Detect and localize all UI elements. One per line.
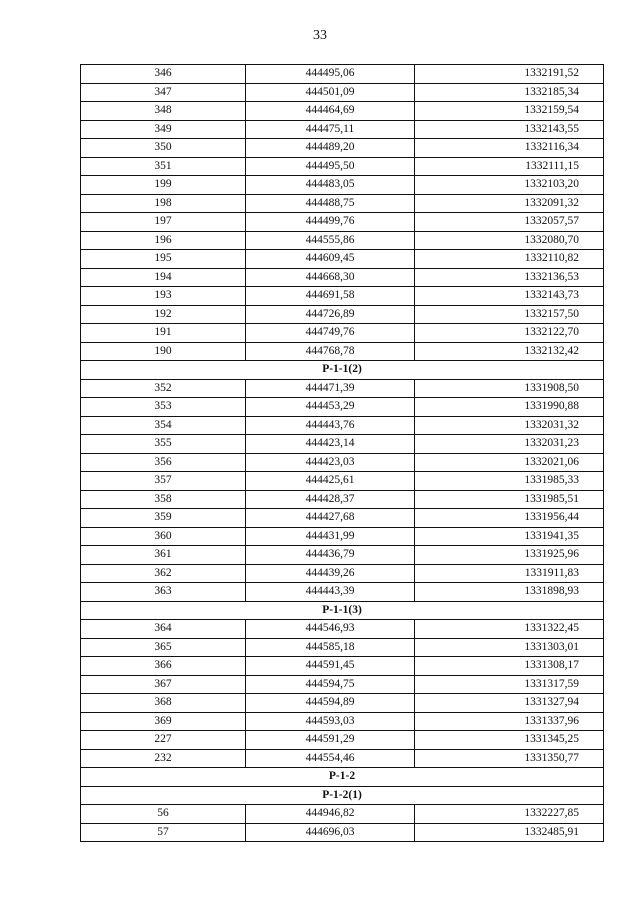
y-coordinate-cell: 1331908,50 <box>415 379 604 398</box>
point-number-cell: 354 <box>81 416 246 435</box>
table-row <box>81 546 604 565</box>
x-coordinate-cell: 444749,76 <box>246 324 415 343</box>
y-coordinate-cell: 1331985,51 <box>415 490 604 509</box>
y-coordinate-cell: 1332103,20 <box>415 176 604 195</box>
y-coordinate-cell: 1332143,55 <box>415 120 604 139</box>
x-coordinate-cell: 444591,29 <box>246 731 415 750</box>
point-number-cell: 351 <box>81 157 246 176</box>
table-row <box>81 157 604 176</box>
x-coordinate-cell: 444489,20 <box>246 139 415 158</box>
y-coordinate-cell: 1331985,33 <box>415 472 604 491</box>
x-coordinate-cell: 444495,50 <box>246 157 415 176</box>
point-number-cell: 355 <box>81 435 246 454</box>
table-row <box>81 657 604 676</box>
y-coordinate-cell: 1331327,94 <box>415 694 604 713</box>
table-row <box>81 65 604 84</box>
x-coordinate-cell: 444668,30 <box>246 268 415 287</box>
x-coordinate-cell: 444427,68 <box>246 509 415 528</box>
y-coordinate-cell: 1331308,17 <box>415 657 604 676</box>
x-coordinate-cell: 444475,11 <box>246 120 415 139</box>
y-coordinate-cell: 1331345,25 <box>415 731 604 750</box>
point-number-cell: 193 <box>81 287 246 306</box>
y-coordinate-cell: 1331350,77 <box>415 749 604 768</box>
point-number-cell: 199 <box>81 176 246 195</box>
table-row <box>81 324 604 343</box>
x-coordinate-cell: 444423,03 <box>246 453 415 472</box>
table-row <box>81 638 604 657</box>
table-row <box>81 453 604 472</box>
table-row <box>81 250 604 269</box>
x-coordinate-cell: 444946,82 <box>246 805 415 824</box>
table-row <box>81 694 604 713</box>
x-coordinate-cell: 444585,18 <box>246 638 415 657</box>
table-row <box>81 342 604 361</box>
x-coordinate-cell: 444726,89 <box>246 305 415 324</box>
y-coordinate-cell: 1331990,88 <box>415 398 604 417</box>
point-number-cell: 361 <box>81 546 246 565</box>
y-coordinate-cell: 1332227,85 <box>415 805 604 824</box>
x-coordinate-cell: 444594,75 <box>246 675 415 694</box>
table-row <box>81 268 604 287</box>
y-coordinate-cell: 1332091,32 <box>415 194 604 213</box>
x-coordinate-cell: 444488,75 <box>246 194 415 213</box>
y-coordinate-cell: 1332021,06 <box>415 453 604 472</box>
point-number-cell: 350 <box>81 139 246 158</box>
y-coordinate-cell: 1331303,01 <box>415 638 604 657</box>
section-label: Р-1-1(3) <box>81 601 604 620</box>
point-number-cell: 365 <box>81 638 246 657</box>
y-coordinate-cell: 1332185,34 <box>415 83 604 102</box>
point-number-cell: 347 <box>81 83 246 102</box>
table-row <box>81 194 604 213</box>
point-number-cell: 364 <box>81 620 246 639</box>
point-number-cell: 56 <box>81 805 246 824</box>
y-coordinate-cell: 1331941,35 <box>415 527 604 546</box>
table-row <box>81 564 604 583</box>
x-coordinate-cell: 444431,99 <box>246 527 415 546</box>
y-coordinate-cell: 1332159,54 <box>415 102 604 121</box>
x-coordinate-cell: 444546,93 <box>246 620 415 639</box>
x-coordinate-cell: 444696,03 <box>246 823 415 842</box>
point-number-cell: 367 <box>81 675 246 694</box>
x-coordinate-cell: 444453,29 <box>246 398 415 417</box>
y-coordinate-cell: 1331337,96 <box>415 712 604 731</box>
table-row <box>81 472 604 491</box>
table-row <box>81 83 604 102</box>
point-number-cell: 192 <box>81 305 246 324</box>
section-header-row <box>81 361 604 380</box>
x-coordinate-cell: 444436,79 <box>246 546 415 565</box>
section-header-row <box>81 786 604 805</box>
table-row <box>81 416 604 435</box>
table-row <box>81 583 604 602</box>
x-coordinate-cell: 444423,14 <box>246 435 415 454</box>
table-row <box>81 731 604 750</box>
y-coordinate-cell: 1332191,52 <box>415 65 604 84</box>
y-coordinate-cell: 1332057,57 <box>415 213 604 232</box>
y-coordinate-cell: 1331898,93 <box>415 583 604 602</box>
x-coordinate-cell: 444499,76 <box>246 213 415 232</box>
y-coordinate-cell: 1331911,83 <box>415 564 604 583</box>
section-label: Р-1-2 <box>81 768 604 787</box>
table-row <box>81 287 604 306</box>
point-number-cell: 198 <box>81 194 246 213</box>
table-row <box>81 435 604 454</box>
table-row <box>81 176 604 195</box>
table-row <box>81 379 604 398</box>
point-number-cell: 194 <box>81 268 246 287</box>
y-coordinate-cell: 1332110,82 <box>415 250 604 269</box>
point-number-cell: 352 <box>81 379 246 398</box>
point-number-cell: 197 <box>81 213 246 232</box>
point-number-cell: 196 <box>81 231 246 250</box>
table-row <box>81 509 604 528</box>
x-coordinate-cell: 444593,03 <box>246 712 415 731</box>
y-coordinate-cell: 1332132,42 <box>415 342 604 361</box>
point-number-cell: 357 <box>81 472 246 491</box>
x-coordinate-cell: 444483,05 <box>246 176 415 195</box>
table-row <box>81 712 604 731</box>
table-row <box>81 102 604 121</box>
table-row <box>81 620 604 639</box>
x-coordinate-cell: 444443,39 <box>246 583 415 602</box>
point-number-cell: 366 <box>81 657 246 676</box>
y-coordinate-cell: 1332031,32 <box>415 416 604 435</box>
point-number-cell: 353 <box>81 398 246 417</box>
section-header-row <box>81 601 604 620</box>
y-coordinate-cell: 1331956,44 <box>415 509 604 528</box>
table-row <box>81 139 604 158</box>
x-coordinate-cell: 444555,86 <box>246 231 415 250</box>
x-coordinate-cell: 444609,45 <box>246 250 415 269</box>
point-number-cell: 368 <box>81 694 246 713</box>
y-coordinate-cell: 1332136,53 <box>415 268 604 287</box>
point-number-cell: 358 <box>81 490 246 509</box>
x-coordinate-cell: 444443,76 <box>246 416 415 435</box>
point-number-cell: 349 <box>81 120 246 139</box>
point-number-cell: 369 <box>81 712 246 731</box>
point-number-cell: 363 <box>81 583 246 602</box>
x-coordinate-cell: 444594,89 <box>246 694 415 713</box>
x-coordinate-cell: 444464,69 <box>246 102 415 121</box>
point-number-cell: 362 <box>81 564 246 583</box>
point-number-cell: 195 <box>81 250 246 269</box>
x-coordinate-cell: 444691,58 <box>246 287 415 306</box>
y-coordinate-cell: 1331322,45 <box>415 620 604 639</box>
table-row <box>81 805 604 824</box>
table-row <box>81 675 604 694</box>
x-coordinate-cell: 444554,46 <box>246 749 415 768</box>
point-number-cell: 190 <box>81 342 246 361</box>
page-number: 33 <box>313 28 327 43</box>
point-number-cell: 191 <box>81 324 246 343</box>
table-row <box>81 213 604 232</box>
y-coordinate-cell: 1331925,96 <box>415 546 604 565</box>
section-label: Р-1-2(1) <box>81 786 604 805</box>
table-row <box>81 749 604 768</box>
table-row <box>81 490 604 509</box>
coordinates-table-body <box>81 65 604 842</box>
y-coordinate-cell: 1332116,34 <box>415 139 604 158</box>
table-row <box>81 823 604 842</box>
point-number-cell: 227 <box>81 731 246 750</box>
section-label: Р-1-1(2) <box>81 361 604 380</box>
table-row <box>81 398 604 417</box>
x-coordinate-cell: 444501,09 <box>246 83 415 102</box>
x-coordinate-cell: 444425,61 <box>246 472 415 491</box>
table-row <box>81 231 604 250</box>
point-number-cell: 356 <box>81 453 246 472</box>
point-number-cell: 57 <box>81 823 246 842</box>
table-row <box>81 305 604 324</box>
x-coordinate-cell: 444471,39 <box>246 379 415 398</box>
point-number-cell: 346 <box>81 65 246 84</box>
coordinates-table <box>80 64 604 842</box>
y-coordinate-cell: 1332485,91 <box>415 823 604 842</box>
x-coordinate-cell: 444591,45 <box>246 657 415 676</box>
y-coordinate-cell: 1332111,15 <box>415 157 604 176</box>
table-row <box>81 120 604 139</box>
y-coordinate-cell: 1332031,23 <box>415 435 604 454</box>
y-coordinate-cell: 1332080,70 <box>415 231 604 250</box>
y-coordinate-cell: 1332143,73 <box>415 287 604 306</box>
x-coordinate-cell: 444428,37 <box>246 490 415 509</box>
point-number-cell: 360 <box>81 527 246 546</box>
point-number-cell: 359 <box>81 509 246 528</box>
x-coordinate-cell: 444439,26 <box>246 564 415 583</box>
section-header-row <box>81 768 604 787</box>
x-coordinate-cell: 444495,06 <box>246 65 415 84</box>
y-coordinate-cell: 1332122,70 <box>415 324 604 343</box>
table-row <box>81 527 604 546</box>
point-number-cell: 348 <box>81 102 246 121</box>
x-coordinate-cell: 444768,78 <box>246 342 415 361</box>
y-coordinate-cell: 1332157,50 <box>415 305 604 324</box>
point-number-cell: 232 <box>81 749 246 768</box>
y-coordinate-cell: 1331317,59 <box>415 675 604 694</box>
